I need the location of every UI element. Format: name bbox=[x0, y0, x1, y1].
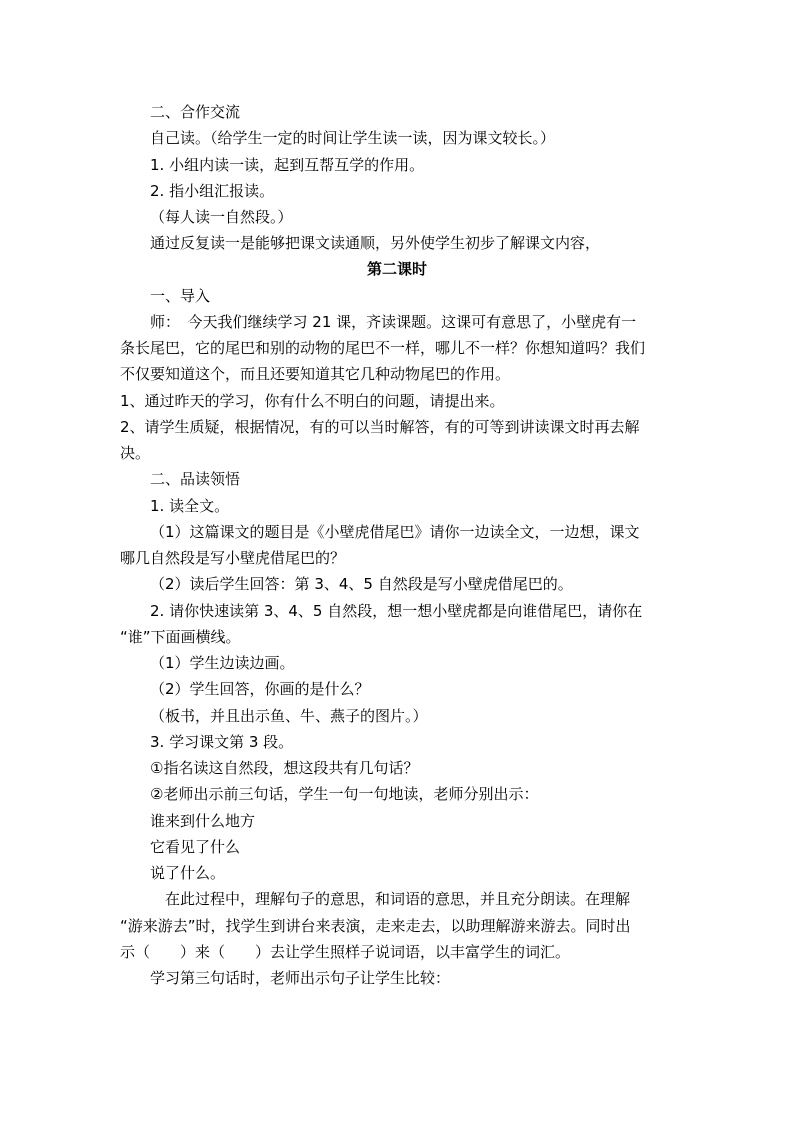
paragraph-line: 学习第三句话时，老师出示句子让学生比较： bbox=[150, 969, 451, 987]
list-item: 3. 学习课文第 3 段。 bbox=[150, 733, 294, 751]
paragraph-line: “游来游去”时，找学生到讲台来表演，走来走去，以助理解游来游去。同时出 bbox=[120, 917, 631, 935]
paragraph-line: 条长尾巴，它的尾巴和别的动物的尾巴不一样，哪儿不一样？你想知道吗？我们 bbox=[120, 339, 646, 357]
paragraph-line: 自己读。（给学生一定的时间让学生读一读，因为课文较长。） bbox=[150, 129, 556, 147]
list-item: 1. 小组内读一读，起到互帮互学的作用。 bbox=[150, 156, 425, 174]
paragraph-line: 不仅要知道这个，而且还要知道其它几种动物尾巴的作用。 bbox=[120, 365, 511, 383]
paragraph-line: 哪几自然段是写小壁虎借尾巴的？ bbox=[120, 549, 346, 567]
paragraph-line: 师： 今天我们继续学习 21 课，齐读课题。这课可有意思了，小壁虎有一 bbox=[150, 313, 637, 331]
paragraph-line: 它看见了什么 bbox=[150, 838, 241, 856]
list-item: 2. 指小组汇报读。 bbox=[150, 182, 275, 200]
paragraph-line: 在此过程中，理解句子的意思，和词语的意思，并且充分朗读。在理解 bbox=[165, 890, 631, 908]
list-item: 1. 读全文。 bbox=[150, 497, 230, 515]
list-item: （1）学生边读边画。 bbox=[150, 654, 295, 672]
paragraph-line: 通过反复读一是能够把课文读通顺，另外使学生初步了解课文内容， bbox=[150, 234, 601, 252]
lesson-title: 第二课时 bbox=[366, 260, 427, 278]
paragraph-line: 谁来到什么地方 bbox=[150, 812, 256, 830]
section-heading: 二、品读领悟 bbox=[150, 470, 241, 488]
paragraph-line: 示（ ）来（ ）去让学生照样子说词语，以丰富学生的词汇。 bbox=[120, 943, 571, 961]
list-item: 2、请学生质疑，根据情况，有的可以当时解答，有的可等到讲读课文时再去解 bbox=[120, 418, 640, 436]
section-heading: 一、导入 bbox=[150, 287, 211, 305]
list-item: ②老师出示前三句话，学生一句一句地读，老师分别出示： bbox=[150, 785, 539, 803]
list-item: ①指名读这自然段，想这段共有几句话？ bbox=[150, 759, 419, 777]
paragraph-line: （1）这篇课文的题目是《小壁虎借尾巴》请你一边读全文，一边想，课文 bbox=[150, 523, 640, 541]
list-item: 1、通过昨天的学习，你有什么不明白的问题，请提出来。 bbox=[120, 392, 505, 410]
paragraph-line: 决。 bbox=[120, 444, 151, 462]
paragraph-line: “谁”下面画横线。 bbox=[120, 628, 241, 646]
list-item: （2）学生回答，你画的是什么？ bbox=[150, 680, 370, 698]
paragraph-line: （板书，并且出示鱼、牛、燕子的图片。） bbox=[150, 707, 428, 725]
list-item: 2. 请你快速读第 3、4、5 自然段，想一想小壁虎都是向谁借尾巴，请你在 bbox=[150, 602, 643, 620]
section-heading: 二、合作交流 bbox=[150, 103, 241, 121]
paragraph-line: （每人读一自然段。） bbox=[150, 208, 293, 226]
paragraph-line: （2）读后学生回答：第 3、4、5 自然段是写小壁虎借尾巴的。 bbox=[150, 575, 573, 593]
paragraph-line: 说了什么。 bbox=[150, 864, 226, 882]
